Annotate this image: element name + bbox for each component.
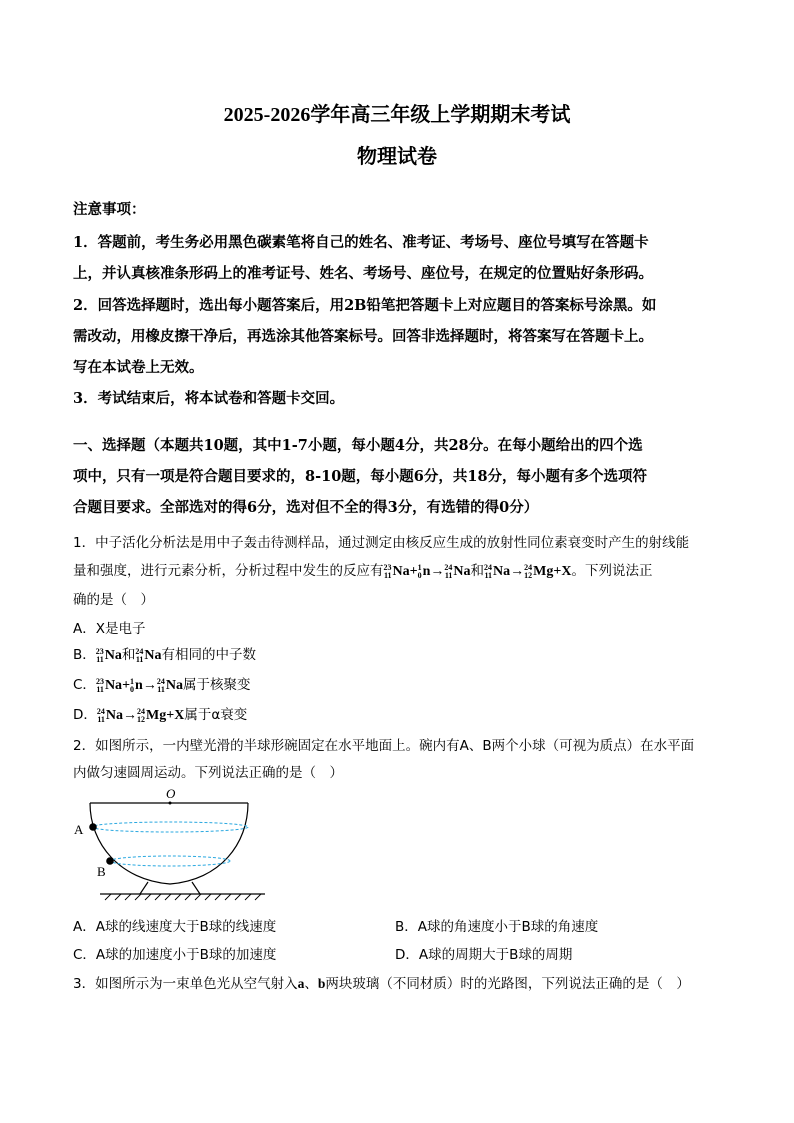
q1-option-c: C． 23 11 Na+ 1 0 n→ 24 11 Na属于核聚变: [73, 676, 251, 694]
plus-sign: +: [409, 564, 418, 579]
notice-line: 1．答题前，考生务必用黑色碳素笔将自己的姓名、准考证、考场号、座位号填写在答题卡: [73, 234, 649, 251]
arrow: →: [510, 564, 525, 579]
q1-stem-with-equation: [73, 559, 652, 580]
q1-option-a: A．X是电子: [73, 621, 146, 637]
bowl-outline: [90, 803, 248, 884]
q2-stem: 内做匀速圆周运动。下列说法正确的是（ ）: [73, 765, 343, 781]
q3-stem: 3．如图所示为一束单色光从空气射入a、b两块玻璃（不同材质）时的光路图，下列说法正确的是（ ）: [73, 976, 690, 992]
nuclide-na24: 24 11 Na: [444, 562, 471, 580]
notice-line: 3．考试结束后，将本试卷和答题卡交回。: [73, 390, 345, 407]
label-b: B: [97, 864, 106, 879]
notice-line: 写在本试卷上无效。: [73, 359, 204, 376]
exam-subtitle: 物理试卷: [357, 146, 437, 168]
notice-line: 上，并认真核准条形码上的准考证号、姓名、考场号、座位号，在规定的位置贴好条形码。: [73, 265, 653, 282]
section-heading: 一、选择题（本题共10题，其中1-7小题，每小题4分，共28分。在每小题给出的四个选: [73, 437, 643, 454]
q2-option-a: A．A球的线速度大于B球的线速度: [73, 919, 277, 935]
bowl-figure: [60, 782, 270, 907]
nuclide-neutron: 1 0 n: [417, 562, 431, 580]
q2-option-d: D．A球的周期大于B球的周期: [395, 947, 573, 963]
orbit-a: [92, 822, 248, 832]
q1-text: 和: [470, 563, 485, 579]
q1-stem: 确的是（ ）: [73, 592, 154, 608]
notice-heading: 注意事项：: [73, 201, 146, 218]
ball-a: [89, 823, 97, 831]
orbit-b: [110, 856, 230, 866]
plus-sign: +: [553, 564, 562, 579]
notice-line: 2．回答选择题时，选出每小题答案后，用2B铅笔把答题卡上对应题目的答案标号涂黑。如: [73, 297, 657, 314]
ball-b: [106, 857, 114, 865]
q1-stem: 1．中子活化分析法是用中子轰击待测样品，通过测定由核反应生成的放射性同位素衰变时产生的射线能: [73, 535, 690, 551]
q1-option-b: B． 23 11 Na和 24 11 Na有相同的中子数: [73, 646, 257, 664]
notice-line: 需改动，用橡皮擦干净后，再选涂其他答案标号。回答非选择题时，将答案写在答题卡上。: [73, 328, 653, 345]
q1-option-d: D． 24 11 Na→ 24 12 Mg+X属于α衰变: [73, 706, 248, 724]
arrow: →: [430, 564, 445, 579]
nuclide-na24: 24 11 Na: [484, 562, 511, 580]
center-point: [169, 802, 172, 805]
q2-option-c: C．A球的加速度小于B球的加速度: [73, 947, 277, 963]
section-heading: 项中，只有一项是符合题目要求的，8-10题，每小题6分，共18分，每小题有多个选项符: [73, 468, 648, 485]
q1-text: 。下列说法正: [571, 563, 653, 579]
q2-stem: 2．如图所示，一内壁光滑的半球形碗固定在水平地面上。碗内有A、B两个小球（可视为质点）在水平面: [73, 738, 695, 754]
particle-x: X: [561, 564, 572, 579]
label-a: A: [74, 822, 84, 837]
section-heading: 合题目要求。全部选对的得6分，选对但不全的得3分，有选错的得0分）: [73, 499, 539, 516]
nuclide-na23: 23 11 Na: [383, 562, 410, 580]
label-o: O: [166, 786, 176, 801]
q1-text: 量和强度，进行元素分析，分析过程中发生的反应有: [73, 563, 384, 579]
ground-hatching: [105, 894, 261, 900]
nuclide-mg24: 24 12 Mg: [524, 562, 554, 580]
q2-option-b: B．A球的角速度小于B球的角速度: [395, 919, 599, 935]
exam-title: 2025-2026学年高三年级上学期期末考试: [223, 104, 571, 126]
